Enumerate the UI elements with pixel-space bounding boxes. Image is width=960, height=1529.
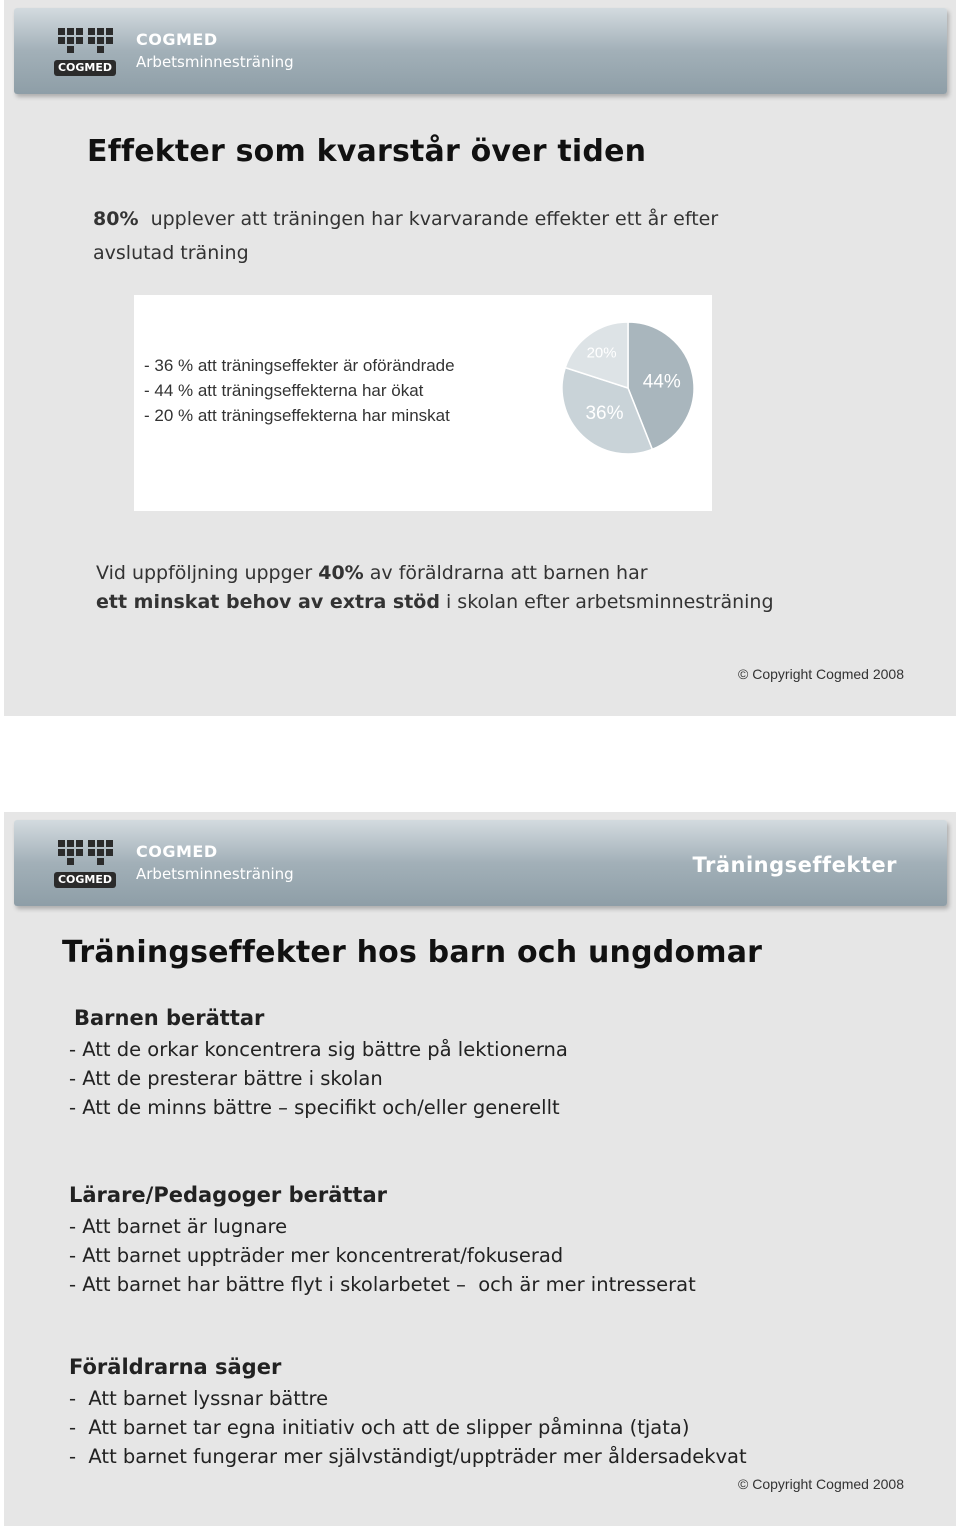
cogmed-logo	[54, 838, 116, 890]
group-list	[69, 1384, 747, 1471]
header-section-title: Träningseffekter	[692, 853, 897, 877]
list-item: - Att barnet fungerar mer självständigt/uppträder mer åldersadekvat	[69, 1445, 747, 1468]
slide-header	[14, 820, 947, 906]
copyright: © Copyright Cogmed 2008	[738, 666, 904, 682]
list-item: - Att de minns bättre – specifikt och/eller generellt	[69, 1096, 560, 1119]
followup-emphasis: ett minskat behov av extra stöd	[96, 591, 440, 613]
legend-item: - 36 % att träningseffekter är oförändrade	[144, 356, 455, 375]
page-title: Effekter som kvarstår över tiden	[87, 134, 647, 169]
slide-2	[4, 812, 956, 1526]
brand-block	[136, 30, 294, 71]
brand-block	[136, 842, 294, 883]
pie-label-minskat: 20%	[586, 344, 617, 362]
pie-label-oförändrade: 36%	[585, 403, 624, 425]
copyright: © Copyright Cogmed 2008	[738, 1476, 904, 1492]
intro-percentage: 80%	[93, 208, 139, 230]
legend-item: - 44 % att träningseffekterna har ökat	[144, 381, 424, 400]
brand-subtitle: Arbetsminnesträning	[136, 53, 294, 71]
list-item: - Att barnet uppträder mer koncentrerat/fokuserad	[69, 1244, 564, 1267]
brand-subtitle: Arbetsminnesträning	[136, 865, 294, 883]
group-heading: Lärare/Pedagoger berättar	[69, 1183, 387, 1207]
group-heading: Föräldrarna säger	[69, 1355, 282, 1379]
legend-item: - 20 % att träningseffekterna har minskat	[144, 406, 450, 425]
chart-panel	[134, 295, 712, 511]
followup-percentage: 40%	[318, 562, 364, 584]
list-item: - Att barnet har bättre flyt i skolarbetet – och är mer intresserat	[69, 1273, 696, 1296]
intro-paragraph	[93, 202, 718, 270]
list-item: - Att barnet lyssnar bättre	[69, 1387, 329, 1410]
pie-label-ökat: 44%	[642, 371, 681, 393]
followup-text: Vid uppföljning uppger	[96, 562, 313, 584]
group-list	[69, 1035, 568, 1122]
cogmed-logo	[54, 26, 116, 78]
followup-paragraph	[96, 559, 774, 617]
logo-wordmark: COGMED	[54, 60, 116, 76]
slide-header	[14, 8, 947, 94]
list-item: - Att barnet är lugnare	[69, 1215, 288, 1238]
logo-grid-icon	[58, 28, 114, 60]
slide-1	[4, 0, 956, 716]
list-item: - Att de orkar koncentrera sig bättre på lektionerna	[69, 1038, 568, 1061]
pie-chart	[548, 315, 708, 465]
intro-text-line2: avslutad träning	[93, 242, 249, 264]
logo-wordmark: COGMED	[54, 872, 116, 888]
list-item: - Att de presterar bättre i skolan	[69, 1067, 383, 1090]
group-list	[69, 1212, 696, 1299]
chart-legend	[144, 353, 455, 428]
followup-text: av föräldrarna att barnen har	[369, 562, 648, 584]
list-item: - Att barnet tar egna initiativ och att de slipper påminna (tjata)	[69, 1416, 690, 1439]
brand-name: COGMED	[136, 30, 218, 49]
group-heading: Barnen berättar	[74, 1006, 265, 1030]
brand-name: COGMED	[136, 842, 218, 861]
logo-grid-icon	[58, 840, 114, 872]
page-title: Träningseffekter hos barn och ungdomar	[62, 935, 763, 970]
intro-text: upplever att träningen har kvarvarande effekter ett år efter	[150, 208, 719, 230]
followup-text: i skolan efter arbetsminnesträning	[445, 591, 774, 613]
